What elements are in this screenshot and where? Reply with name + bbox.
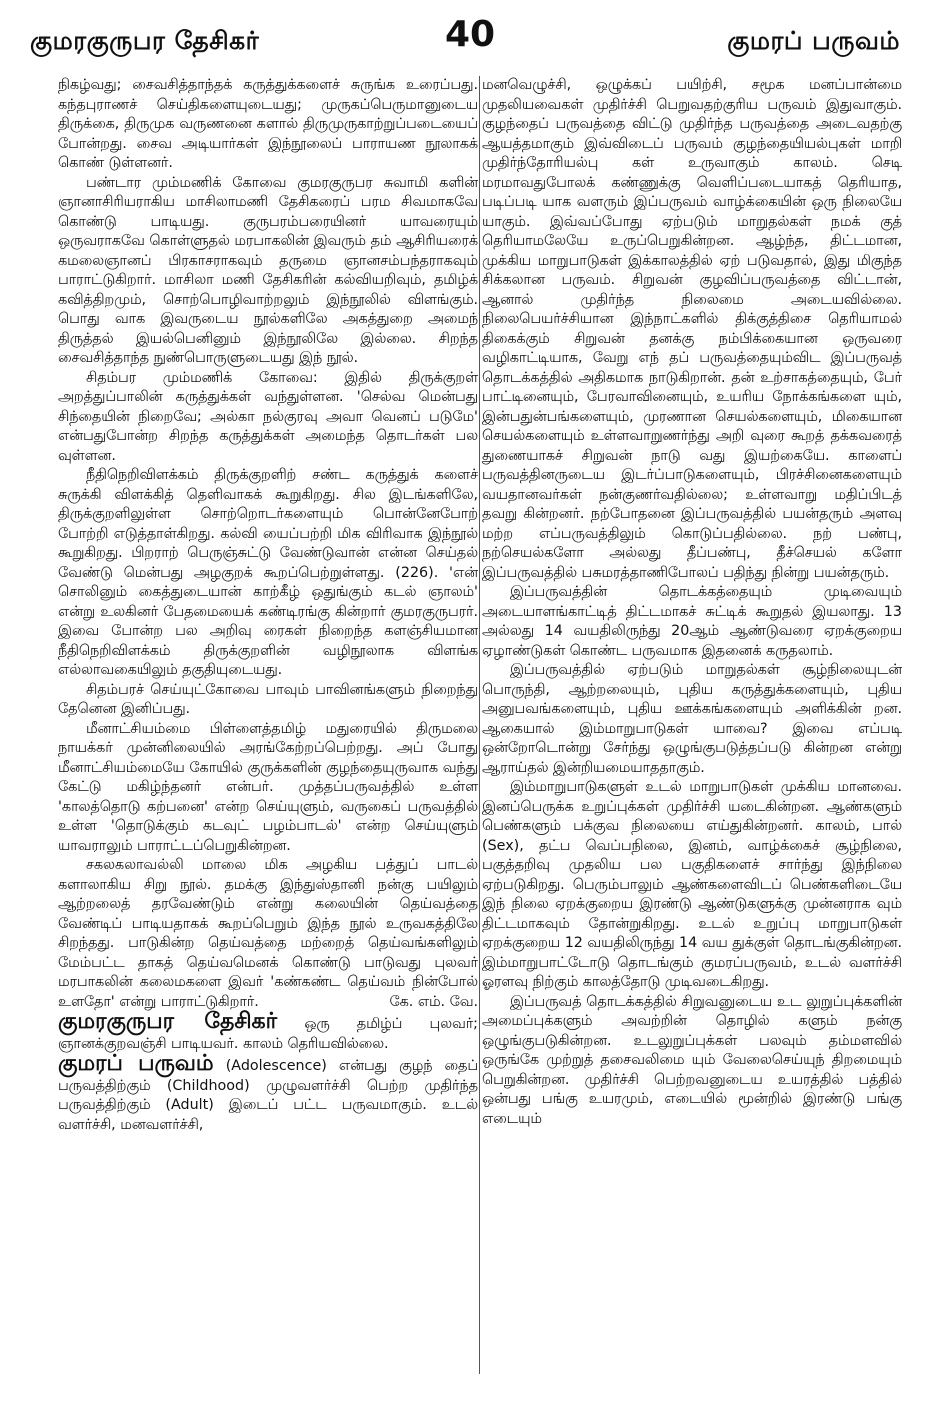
page-number: 40 <box>444 14 496 55</box>
author-signature: கே. எம். வே. <box>389 993 478 1010</box>
column-divider <box>479 76 480 1374</box>
left-column <box>58 76 478 1135</box>
page-header <box>0 0 940 62</box>
encyclopedia-entry <box>58 1009 478 1054</box>
paragraph: பண்டார மும்மணிக் கோவை குமரகுருபர சுவாமி களின் ஞானாசிரியராகிய மாசிலாமணி தேசிகரைப் பரம சிவமாகவே கொண்டு பாடியது. குருபரம்பரையினர் யாவரையும் ஒருவராகவே கொள்ளுதல் மரபாகலின் இவரும் தம் ஆசிரியரைக் கமலைஞானப் பிரகாசராகவும் தருமை ஞானசம்பந்தராகவும் பாராட்டுகிறார். மாசிலா மணி தேசிகரின் கல்வியறிவும், தமிழ்க் கவித்திறமும், சொற்பொழிவாற்றலும் இந்நூலில் விளங்கும். பொது வாக இவருடைய நூல்களிலே அகத்துறை அமைந் திருத்தல் இயல்பெனினும் இந்நூலிலே இல்லை. சிறந்த சைவசித்தாந்த நுண்பொருளுடையது இந் நூல். <box>58 174 478 366</box>
paragraph: இப்பருவத்தின் தொடக்கத்தையும் முடிவையும் அடையாளங்காட்டித் திட்டமாகச் சுட்டிக் கூறுதல் இயலாது. 13 அல்லது 14 வயதிலிருந்து 20ஆம் ஆண்டுவரை ஏறக்குறைய ஏழாண்டுகள் கொண்ட பருவமாக இதனைக் கருதலாம். <box>482 584 902 659</box>
paragraph: சிதம்பரச் செய்யுட்கோவை பாவும் பாவினங்களும் நிறைந்து தேனென இனிப்பது. <box>58 681 478 717</box>
encyclopedia-entry <box>58 1051 478 1135</box>
entry-text: (Adolescence) என்பது குழந் தைப் பருவத்திற்கும் (Childhood) முழுவளர்ச்சி பெற்ற முதிர்ந்த பருவத்திற்கும் (Adult) இடைப் பட்ட பருவமாகும். உடல் வளர்ச்சி, மனவளர்ச்சி, <box>58 1058 478 1133</box>
entry-text: ஒரு தமிழ்ப் புலவர்; ஞானக்குறவஞ்சி பாடியவர். காலம் தெரியவில்லை. <box>58 1016 478 1052</box>
running-head-left: குமரகுருபர தேசிகர் <box>30 26 260 55</box>
paragraph: மீனாட்சியம்மை பிள்ளைத்தமிழ் மதுரையில் திருமலை நாயக்கர் முன்னிலையில் அரங்கேற்றப்பெற்றது. அப் போது மீனாட்சியம்மையே கோயில் குருக்களின் குழந்தையுருவாக வந்து கேட்டு மகிழ்ந்தனர் என்பர். முத்தப்பருவத்தில் உள்ள 'காலத்தொடு கற்பனை' என்ற செய்யுளும், வருகைப் பருவத்தில் உள்ள 'தொடுக்கும் கடவுட் பழம்பாடல்' என்ற செய்யுளும் யாவராலும் பாராட்டப்பெறுகின்றன. <box>58 720 478 854</box>
paragraph: மனவெழுச்சி, ஒழுக்கப் பயிற்சி, சமூக மனப்பான்மை முதலியவைகள் முதிர்ச்சி பெறுவதற்குரிய பருவம் இதுவாகும். குழந்தைப் பருவத்தை விட்டு முதிர்ந்த பருவத்தை அடைவதற்கு ஆயத்தமாகும் இவ்விடைப் பருவம் குழந்தையியல்புகள் மாறி முதிர்ந்தோரியல்பு கள் உருவாகும் காலம். செடி மரமாவதுபோலக் கண்ணுக்கு வெளிப்படையாகத் தெரியாத, படிப்படி யாக வளரும் இப்பருவம் வாழ்க்கையின் ஒரு நிலையே யாகும். இவ்வப்போது ஏற்படும் மாறுதல்கள் நமக் குத் தெரியாமலேயே உருப்பெறுகின்றன. ஆழ்ந்த, திட்டமான, முக்கிய மாறுபாடுகள் இக்காலத்தில் ஏற் படுவதால், இது மிகுந்த சிக்கலான பருவம். சிறுவன் குழவிப்பருவத்தை விட்டான், ஆனால் முதிர்ந்த நிலைமை அடையவில்லை. நிலைபெயர்ச்சியான இந்நாட்களில் திக்குத்திசை தெரியாமல் திகைக்கும் சிறுவன் தனக்கு நம்பிக்கையான ஒருவரை வழிகாட்டியாக, வேறு எந் தப் பருவத்தையும்விட இப்பருவத் தொடக்கத்தில் அதிகமாக நாடுகிறான். தன் உற்சாகத்தையும், பேர் பாட்டினையும், பேரவாவினையும், உயரிய நோக்கங்களை யும், இன்பதுன்பங்களையும், முரணான செயல்களையும், மிகையான செயல்களையும் உள்ளவாறுணர்ந்து அறி வுரை கூறத் தக்கவரைத் துணையாகச் சிறுவன் நாடு வது இயற்கையே. காளைப் பருவத்தினருடைய இடர்ப்பாடுகளையும், பிரச்சினைகளையும் வயதானவர்கள் நன்குணர்வதில்லை; உள்ளவாறு மதிப்பிடத் தவறு கின்றனர். நற்போதனை இப்பருவத்தில் பயன்தரும் அளவு மற்ற எப்பருவத்திலும் கொடுப்பதில்லை. நற் பண்பு, நற்செயல்களோ அல்லது தீப்பண்பு, தீச்செயல் களோ இப்பருவத்தில் பசுமரத்தாணிபோலப் பதிந்து நின்று பயன்தரும். <box>482 77 902 581</box>
right-column <box>482 76 902 1129</box>
paragraph: நிகழ்வது; சைவசித்தாந்தக் கருத்துக்களைச் சுருங்க உரைப்பது. கந்தபுராணச் செய்திகளையுடையது; முருகப்பெருமானுடைய திருக்கை, திருமுக வருணனை களால் திருமுருகாற்றுப்படையைப் போன்றது. சைவ அடியார்கள் இந்நூலைப் பாராயண நூலாகக் கொண் டுள்ளனர். <box>58 77 478 171</box>
paragraph <box>58 856 478 1012</box>
paragraph: இப்பருவத்தில் ஏற்படும் மாறுதல்கள் சூழ்நிலையுடன் பொருந்தி, ஆற்றலையும், புதிய கருத்துக்களையும், புதிய அனுபவங்களையும், புதிய ஊக்கங்களையும் அளிக்கின் றன. ஆகையால் இம்மாறுபாடுகள் யாவை? இவை எப்படி ஒன்றோடொன்று சேர்ந்து ஒழுங்குபடுத்தப்படு கின்றன என்று ஆராய்தல் இன்றியமையாததாகும். <box>482 662 902 776</box>
paragraph: இம்மாறுபாடுகளுள் உடல் மாறுபாடுகள் முக்கிய மானவை. இனப்பெருக்க உறுப்புக்கள் முதிர்ச்சி யடைகின்றன. ஆண்களும் பெண்களும் பக்குவ நிலையை எய்துகின்றனர். காலம், பால் (Sex), தட்ப வெப்பநிலை, இனம், வாழ்க்கைச் சூழ்நிலை, பகுத்தறிவு முதலிய பல பகுதிகளைச் சார்ந்து இந்நிலை ஏற்படுகிறது. பெரும்பாலும் ஆண்களைவிடப் பெண்களிடையே இந் நிலை ஏறக்குறைய இரண்டு ஆண்டுகளுக்கு முன்னராக வும் திட்டமாகவும் தோன்றுகிறது. உடல் உறுப்பு மாறுபாடுகள் ஏறக்குறைய 12 வயதிலிருந்து 14 வய துக்குள் தொடங்குகின்றன. இம்மாறுபாட்டோடு தொடங்கும் குமரப்பருவம், உடல் வளர்ச்சி ஓரளவு நிற்கும் காலத்தோடு முடிவடைகிறது. <box>482 779 902 990</box>
running-head-right: குமரப் பருவம் <box>727 26 900 55</box>
paragraph: இப்பருவத் தொடக்கத்தில் சிறுவனுடைய உட லுறுப்புக்களின் அமைப்புக்களும் அவற்றின் தொழில் களும் நன்கு ஒழுங்குபடுகின்றன. உடலுறுப்புக்கள் பலவும் தம்மளவில் ஒருங்கே முற்றுத் தசைவலிமை யும் வேலைசெய்யுந் திறமையும் பெறுகின்றன. முதிர்ச்சி பெற்றவனுடைய உயரத்தில் பத்தில் ஒன்பது பங்கு உயரமும், எடையில் மூன்றில் இரண்டு பங்கு எடையும் <box>482 993 902 1127</box>
entry-heading: குமரப் பருவம் <box>58 1051 214 1076</box>
paragraph: நீதிநெறிவிளக்கம் திருக்குறளிற் சண்ட கருத்துக் களைச் சுருக்கி விளக்கித் தெளிவாகக் கூறுகிறது. சில இடங்களிலே, திருக்குறளிலுள்ள சொற்றொடர்களையும் பொன்னேபோற் போற்றி எடுத்தாள்கிறது. கல்வி யைப்பற்றி மிக விரிவாக இந்நூல் கூறுகிறது. பிறராற் பெருஞ்சுட்டு வேண்டுவான் என்ன செய்தல் வேண்டு மென்பது அழகுறக் கூறப்பெற்றுள்ளது. (226). 'என் சொலினும் கைத்துடையான் காற்கீழ் ஒதுங்கும் கடல் ஞாலம்' என்று உலகினர் பேதமையைக் கண்டிரங்கு கின்றார் குமரகுருபரர். இவை போன்ற பல அறிவு ரைகள் நிறைந்த களஞ்சியமான நீதிநெறிவிளக்கம் திருக்குறளின் வழிநூலாக விளங்க எல்லாவகையிலும் தகுதியுடையது. <box>58 467 478 678</box>
entry-heading: குமரகுருபர தேசிகர் <box>58 1009 278 1034</box>
paragraph: சிதம்பர மும்மணிக் கோவை: இதில் திருக்குறள் அறத்துப்பாலின் கருத்துக்கள் வந்துள்ளன. 'செல்வ மென்பது சிந்தையின் நிறைவே; அல்கா நல்குரவு அவா வெனப் படுமே' என்பதுபோன்ற சிறந்த கருத்துக்கள் அமைந்த தொடர்கள் பல வுள்ளன. <box>58 369 478 464</box>
paragraph-text: சகலகலாவல்லி மாலை மிக அழகிய பத்துப் பாடல் களாலாகிய சிறு நூல். தமக்கு இந்துஸ்தானி நன்கு பயிலும் ஆற்றலைத் தரவேண்டும் என்று கலையின் தெய்வத்தை வேண்டிப் பாடியதாகக் கூறப்பெறும் இந்த நூல் உருவகத்திலே சிறந்தது. பாடுகின்ற தெய்வத்தை மற்றைத் தெய்வங்களிலும் மேம்பட்ட தாகத் தெய்வமெனக் கொண்டு பாடுவது புலவர் மரபாகலின் கலைமகளை இவர் 'கண்கண்ட தெய்வம் நின்போல் உளதோ' என்று பாராட்டுகிறார். <box>58 857 478 1010</box>
